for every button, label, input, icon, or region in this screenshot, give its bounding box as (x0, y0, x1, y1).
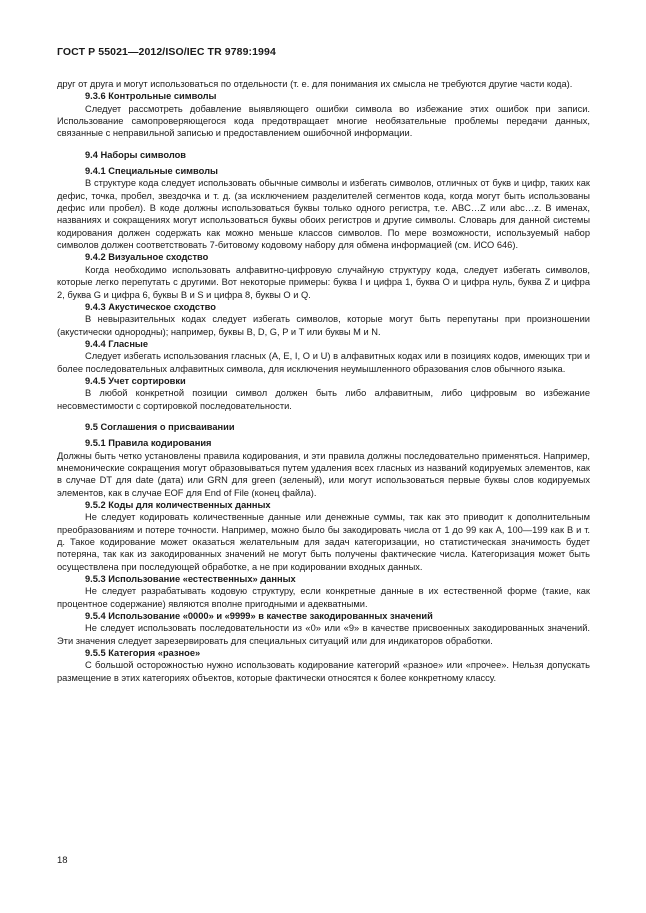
paragraph: В невыразительных кодах следует избегать символов, которые могут быть перепутаны при произношении (акустически однородны); например, буквы B, D, G, P и T или буквы M и N. (57, 314, 590, 337)
subsection-heading: 9.5.5 Категория «разное» (85, 648, 201, 659)
section-heading: 9.4 Наборы символов (85, 149, 186, 160)
paragraph: В любой конкретной позиции символ должен быть либо алфавитным, либо цифровым во избежание несовместимости с сортировкой последовательности. (57, 388, 590, 411)
section-heading: 9.5 Соглашения о присваивании (85, 421, 235, 432)
subsection-heading: 9.5.1 Правила кодирования (85, 438, 212, 449)
paragraph: Когда необходимо использовать алфавитно-цифровую случайную структуру кода, следует избегать символов, которые легко перепутать с другими. Вот некоторые примеры: буква I и цифра 1, буква O и цифра нуль, буква Z и цифра 2, буква G и цифра 6, буквы B и S и цифра 8, буквы O и Q. (57, 264, 590, 300)
running-header: ГОСТ Р 55021—2012/ISO/IEC TR 9789:1994 (57, 46, 276, 58)
paragraph: Не следует кодировать количественные данные или денежные суммы, так как это приводит к дополнительным преобразованиям и потере точности. Например, можно было бы закодировать числа от 1 до 99 как A, 100—199 как B и т. д. Такое кодирование может оказаться желательным для задач категоризации, но статистическая значимость будет потеряна, так как из закодированных значений не могут быть получены фактические числа. Категоризация может быть осуществлена при последующей обработке, а не при кодировании входных данных. (57, 512, 590, 572)
subsection-heading: 9.4.3 Акустическое сходство (85, 301, 216, 312)
subsection-heading: 9.3.6 Контрольные символы (85, 91, 217, 102)
paragraph: Не следует использовать последовательности из «0» или «9» в качестве присвоенных закодированных значений. Эти значения следует зарезервировать для специальных ситуаций или для индикаторов обработки. (57, 623, 590, 646)
subsection-heading: 9.4.4 Гласные (85, 338, 149, 349)
paragraph: Следует рассмотреть добавление выявляющего ошибки символа во избежание этих ошибок при записи. Использование самопроверяющегося кода предотвращает многие необязательные проблемы передачи данных, связанные с неправильной записью и предоставлением ошибочной информации. (57, 103, 590, 139)
paragraph: друг от друга и могут использоваться по отдельности (т. е. для понимания их смысла не требуются другие части кода). (57, 79, 573, 89)
subsection-heading: 9.4.5 Учет сортировки (85, 375, 186, 386)
paragraph: В структуре кода следует использовать обычные символы и избегать символов, отличных от букв и цифр, таких как дефис, точка, пробел, звездочка и т. д. (за исключением разделителей сегментов кода, когда могут быть использованы дефис или пробел). В коде должны использоваться буквы только одного регистра, т.е. ABC…Z или abc…z. В именах, названиях и сокращениях могут использоваться буквы обоих регистров и другие символы. Словарь для данной системы кодирования должен содержать как можно меньше классов символов. По мере возможности, используемый набор символов должен соответствовать 7-битовому кодовому набору для обмена информацией (см. ИСО 646). (57, 178, 590, 251)
page-body (57, 78, 590, 684)
subsection-heading: 9.5.4 Использование «0000» и «9999» в качестве закодированных значений (85, 611, 433, 622)
paragraph: С большой осторожностью нужно использовать кодирование категорий «разное» или «прочее». Нельзя допускать размещение в этих категориях объектов, которые фактически относятся к более конкретному классу. (57, 660, 590, 683)
page-number: 18 (57, 855, 68, 866)
paragraph: Не следует разрабатывать кодовую структуру, если конкретные данные в их естественной форме (такие, как процентное содержание) являются вполне пригодными и адекватными. (57, 586, 590, 609)
subsection-heading: 9.4.1 Специальные символы (85, 166, 218, 177)
paragraph: Следует избегать использования гласных (A, E, I, O и U) в алфавитных кодах или в позициях кодов, имеющих три и более последовательных алфавитных символа, для исключения неумышленного образования слов обычного языка. (57, 351, 590, 374)
subsection-heading: 9.5.2 Коды для количественных данных (85, 500, 271, 510)
paragraph: Должны быть четко установлены правила кодирования, и эти правила должны последовательно применяться. Например, мнемонические сокращения могут образовываться путем удаления всех гласных из названий кодируемых элементов, как в случае DT для date (дата) или GRN для green (зеленый), или могут использоваться первые буквы слов кодируемых элементов, как в случае EOF для End of File (конец файла). (57, 450, 590, 498)
subsection-heading: 9.4.2 Визуальное сходство (85, 252, 209, 263)
subsection-heading: 9.5.3 Использование «естественных» данных (85, 574, 296, 585)
